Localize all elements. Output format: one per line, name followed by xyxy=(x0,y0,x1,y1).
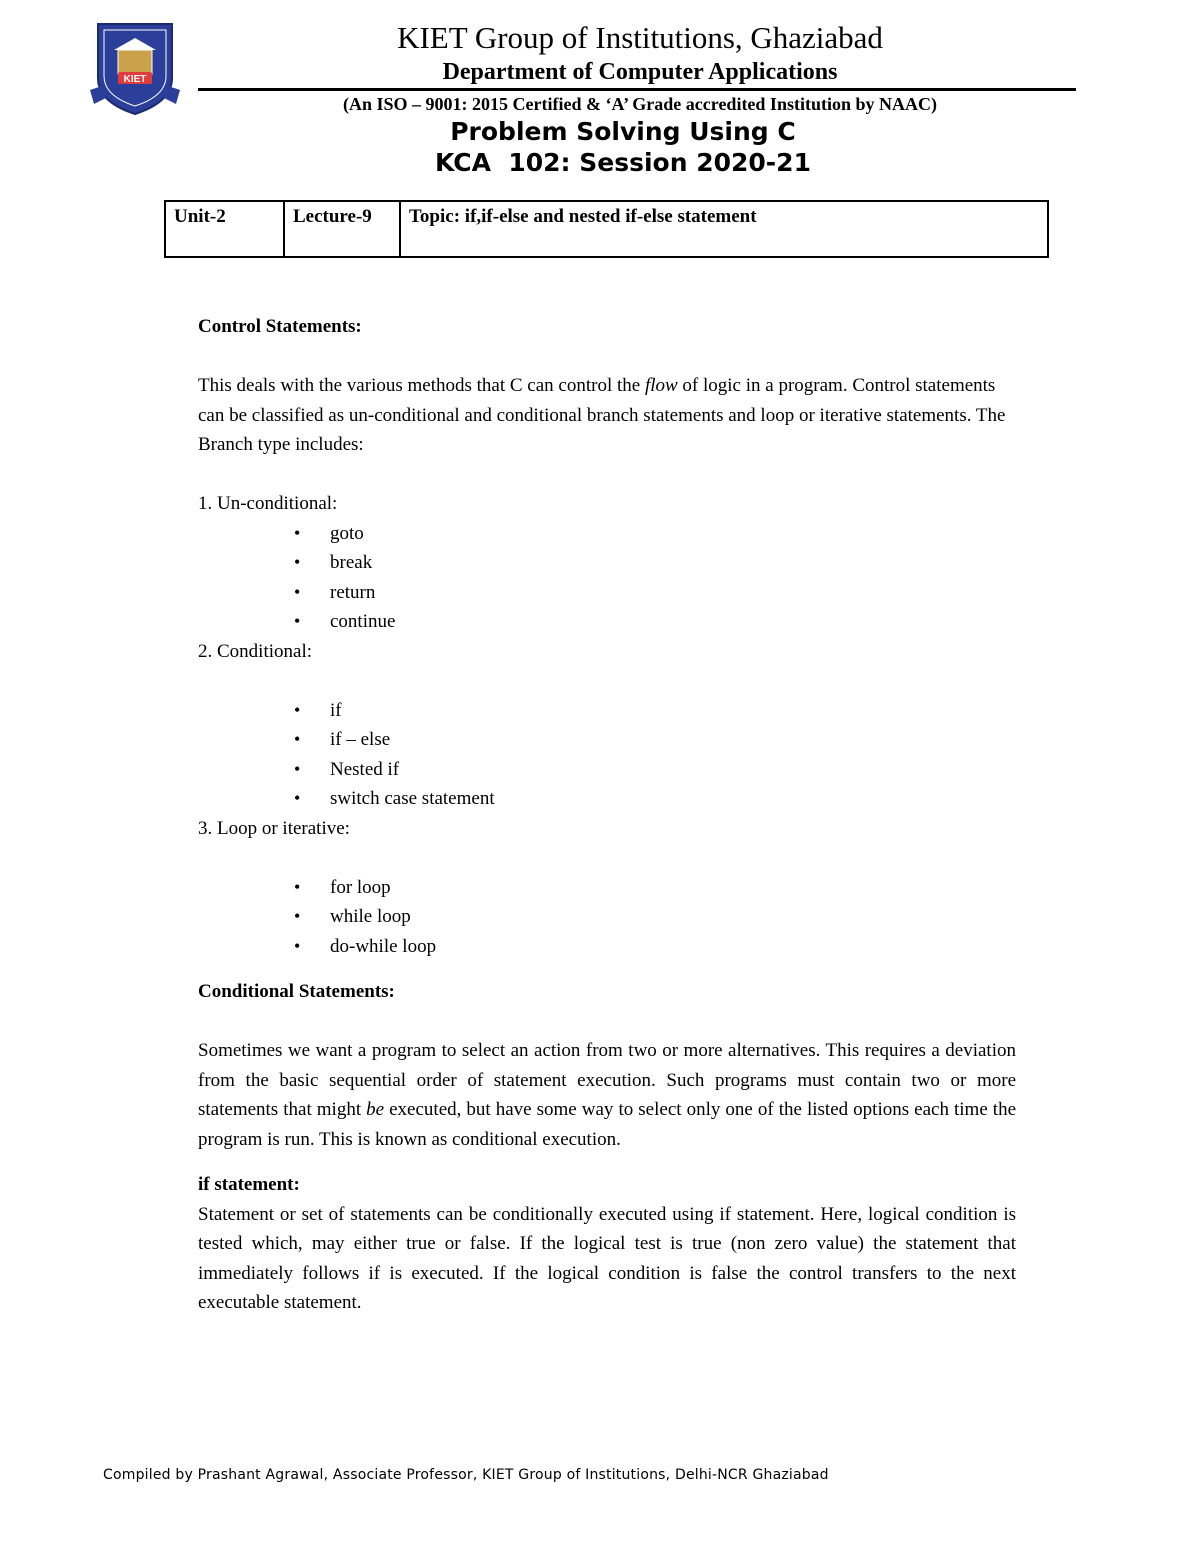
course-code: KCA 102: Session 2020-21 xyxy=(435,148,811,177)
conditional-list xyxy=(198,696,1016,814)
topic-cell: Topic: if,if-else and nested if-else statement xyxy=(400,201,1048,257)
list-item: • do-while loop xyxy=(198,932,1016,962)
list-item: • if xyxy=(198,696,1016,726)
list-item: • return xyxy=(198,578,1016,608)
lecture-cell: Lecture-9 xyxy=(284,201,400,257)
institution-name: KIET Group of Institutions, Ghaziabad xyxy=(397,20,883,55)
header-rule xyxy=(198,88,1076,91)
control-heading: Control Statements: xyxy=(198,316,362,337)
flow-word: flow xyxy=(644,375,678,396)
svg-text:KIET: KIET xyxy=(123,74,147,85)
group-label-loop: 3. Loop or iterative: xyxy=(198,817,350,839)
list-item: • switch case statement xyxy=(198,784,1016,814)
list-item: • break xyxy=(198,548,1016,578)
group-label-unconditional: 1. Un-conditional: xyxy=(198,493,338,514)
if-statement-heading: if statement: xyxy=(198,1174,300,1195)
control-paragraph: This deals with the various methods that C can control the flow of logic in a program. Control statements can be classified as un-conditional and conditional branch statements and loop or iterative statements. The Branch type includes: xyxy=(198,375,1006,455)
list-item: • Nested if xyxy=(198,755,1016,785)
group-label-conditional: 2. Conditional: xyxy=(198,640,312,662)
conditional-heading: Conditional Statements: xyxy=(198,981,395,1002)
course-title: Problem Solving Using C xyxy=(450,117,796,146)
list-item: • if – else xyxy=(198,725,1016,755)
accreditation-note: (An ISO – 9001: 2015 Certified & ‘A’ Grade accredited Institution by NAAC) xyxy=(343,94,937,114)
list-item: • continue xyxy=(198,607,1016,637)
loop-list xyxy=(198,873,1016,962)
document-body xyxy=(198,312,1016,1318)
unconditional-list xyxy=(198,519,1016,637)
be-word: be xyxy=(366,1099,385,1120)
footer-credit: Compiled by Prashant Agrawal, Associate Professor, KIET Group of Institutions, Delhi-NCR Ghaziabad xyxy=(103,1467,829,1483)
department-name: Department of Computer Applications xyxy=(442,59,838,85)
conditional-paragraph: Sometimes we want a program to select an action from two or more alternatives. This requires a deviation from the basic sequential order of statement execution. Such programs must contain two or more statements that might be executed, but have some way to select only one of the listed options each time the program is run. This is known as conditional execution. xyxy=(198,1040,1017,1150)
list-item: • for loop xyxy=(198,873,1016,903)
if-statement-paragraph: Statement or set of statements can be conditionally executed using if statement. Here, logical condition is tested which, may either true or false. If the logical test is true (non zero value) the statement that immediately follows if is executed. If the logical condition is false the control transfers to the next executable statement. xyxy=(198,1203,1016,1313)
unit-cell: Unit-2 xyxy=(165,201,284,257)
kiet-logo xyxy=(88,20,182,118)
list-item: • while loop xyxy=(198,902,1016,932)
lecture-info-table xyxy=(164,200,1049,258)
list-item: • goto xyxy=(198,519,1016,549)
